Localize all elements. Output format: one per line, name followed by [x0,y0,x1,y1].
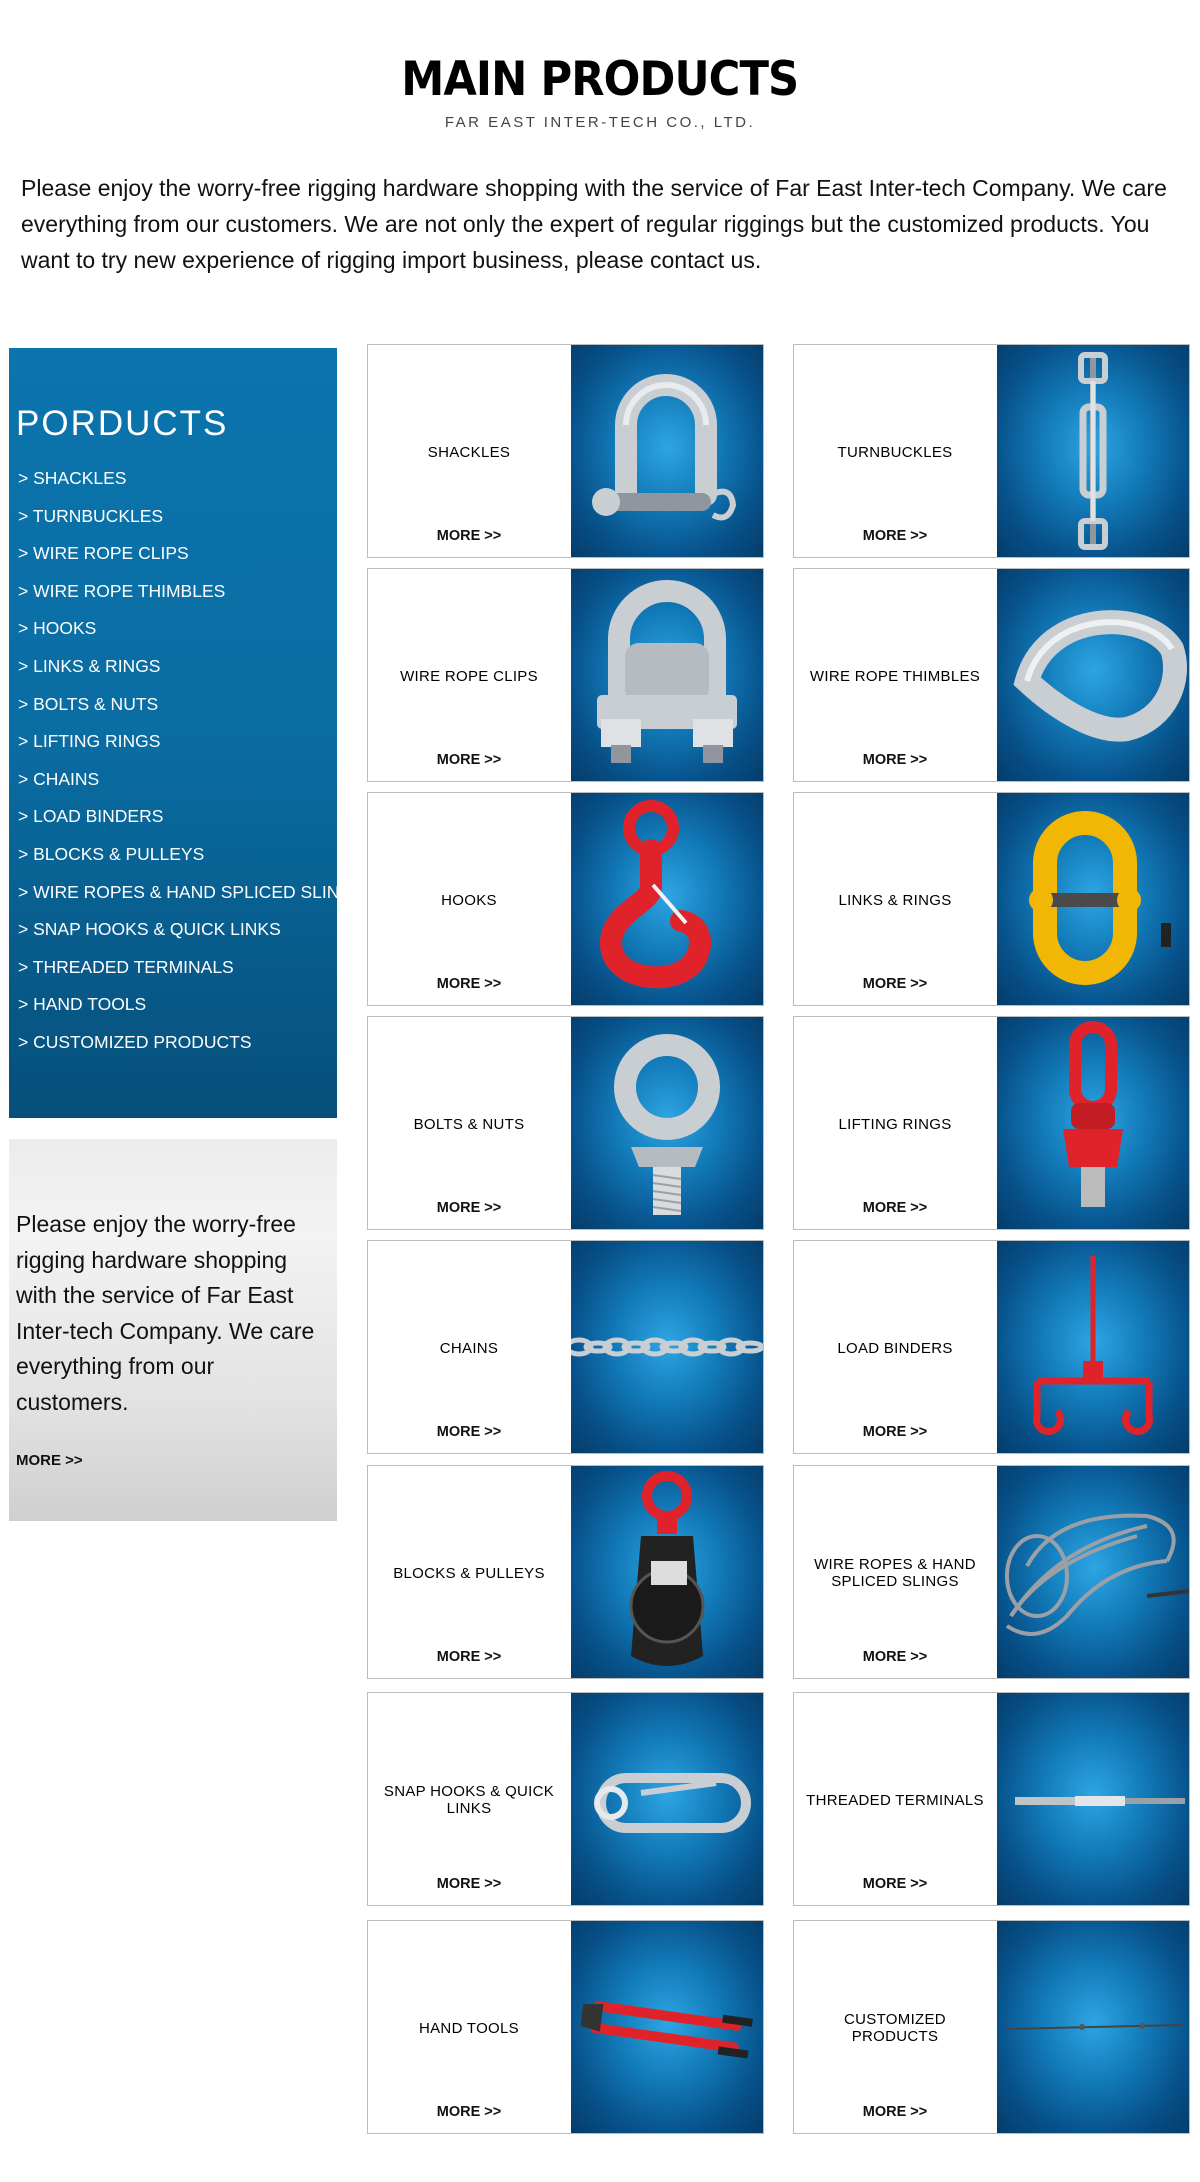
promo-more-link[interactable]: MORE >> [16,1452,83,1469]
shackle-icon [571,345,764,557]
sidebar-item-turnbuckles[interactable]: > TURNBUCKLES [18,505,164,526]
product-card-load-binders[interactable] [793,1240,1190,1454]
product-card-links-and-rings[interactable] [793,792,1190,1006]
product-card-snap-hooks-and-quick-links[interactable] [367,1692,764,1906]
sidebar-item-links-rings[interactable]: > LINKS & RINGS [18,655,161,676]
page-title: MAIN PRODUCTS [401,52,799,107]
product-name: THREADED TERMINALS [806,1791,984,1809]
sidebar-item-threaded-terminals[interactable]: > THREADED TERMINALS [18,956,234,977]
product-image[interactable] [571,1017,764,1229]
product-card-blocks-and-pulleys[interactable] [367,1465,764,1679]
product-more-link[interactable]: MORE >> [862,1876,928,1892]
sidebar-item-customized-products[interactable]: > CUSTOMIZED PRODUCTS [18,1031,252,1052]
product-more-link[interactable]: MORE >> [436,1876,502,1892]
product-more-link[interactable]: MORE >> [862,752,928,768]
sidebar-title: PORDUCTS [16,404,229,443]
product-card-hooks[interactable] [367,792,764,1006]
pulley-block-icon [571,1466,764,1678]
product-name: WIRE ROPES & HAND SPLICED SLINGS [814,1556,976,1590]
product-card-turnbuckles[interactable] [793,344,1190,558]
load-binder-icon [997,1241,1190,1453]
product-image[interactable] [571,793,764,1005]
promo-text: Please enjoy the worry-free rigging hardware shopping with the service of Far East Inter-tech Company. We care everything from our customers. [16,1211,315,1415]
product-card-threaded-terminals[interactable] [793,1692,1190,1906]
product-card-label [368,569,570,781]
product-card-shackles[interactable] [367,344,764,558]
sidebar-item-blocks-pulleys[interactable]: > BLOCKS & PULLEYS [18,843,205,864]
product-name: SHACKLES [427,443,511,461]
page-header [0,52,1200,131]
threaded-terminal-icon [997,1693,1190,1905]
product-name: BLOCKS & PULLEYS [393,1564,545,1582]
product-more-link[interactable]: MORE >> [436,976,502,992]
product-more-link[interactable]: MORE >> [862,1649,928,1665]
product-image[interactable] [997,1466,1190,1678]
sidebar-item-load-binders[interactable]: > LOAD BINDERS [18,806,164,827]
sidebar-nav [18,468,365,1070]
product-card-label [794,1921,996,2133]
product-image[interactable] [997,1017,1190,1229]
wire-rope-sling-icon [997,1466,1190,1678]
product-more-link[interactable]: MORE >> [436,1200,502,1216]
product-card-label [368,1693,570,1905]
lifting-ring-icon [997,1017,1190,1229]
sidebar-item-lifting-rings[interactable]: > LIFTING RINGS [18,731,161,752]
product-image[interactable] [997,1241,1190,1453]
product-more-link[interactable]: MORE >> [436,2104,502,2120]
product-image[interactable] [571,569,764,781]
bolt-cutter-icon [571,1921,764,2133]
product-name: BOLTS & NUTS [413,1115,525,1133]
product-card-label [368,1921,570,2133]
product-name: CHAINS [439,1339,499,1357]
hook-icon [571,793,764,1005]
product-card-hand-tools[interactable] [367,1920,764,2134]
product-more-link[interactable]: MORE >> [862,2104,928,2120]
chain-icon [571,1241,764,1453]
product-card-label [794,1466,996,1678]
product-card-label [794,345,996,557]
product-image[interactable] [571,1466,764,1678]
product-name: LINKS & RINGS [838,891,952,909]
wire-rope-clip-icon [571,569,764,781]
product-more-link[interactable]: MORE >> [436,528,502,544]
product-card-label [368,1017,570,1229]
product-card-label [368,345,570,557]
product-card-label [794,569,996,781]
company-name: FAR EAST INTER-TECH CO., LTD. [444,114,756,131]
product-name: SNAP HOOKS & QUICK LINKS [383,1783,555,1817]
product-more-link[interactable]: MORE >> [436,752,502,768]
intro-paragraph: Please enjoy the worry-free rigging hardware shopping with the service of Far East Inter-tech Company. We care everything from our customers. We are not only the expert of regular riggings but the customized products. You want to try new experience of rigging import business, please contact us. [21,175,1167,273]
sidebar-item-bolts-nuts[interactable]: > BOLTS & NUTS [18,693,159,714]
product-name: LOAD BINDERS [837,1339,953,1357]
product-more-link[interactable]: MORE >> [436,1424,502,1440]
promo-box [9,1139,337,1521]
product-card-chains[interactable] [367,1240,764,1454]
product-card-customized-products[interactable] [793,1920,1190,2134]
product-name: HAND TOOLS [419,2019,519,2037]
product-image[interactable] [997,569,1190,781]
product-card-label [368,793,570,1005]
product-name: CUSTOMIZED PRODUCTS [844,2011,946,2045]
sidebar-item-wire-rope-thimbles[interactable]: > WIRE ROPE THIMBLES [18,580,226,601]
sidebar-item-shackles[interactable]: > SHACKLES [18,468,127,488]
product-image[interactable] [997,1921,1190,2133]
product-card-label [368,1466,570,1678]
sidebar-item-hooks[interactable]: > HOOKS [18,618,97,639]
product-card-label [794,793,996,1005]
connecting-link-icon [997,793,1190,1005]
custom-cable-icon [997,1921,1190,2133]
product-card-label [794,1241,996,1453]
thimble-icon [997,569,1190,781]
product-image[interactable] [571,1693,764,1905]
sidebar-item-wire-ropes-slings[interactable]: > WIRE ROPES & HAND SPLICED SLINGS [18,881,365,902]
product-card-lifting-rings[interactable] [793,1016,1190,1230]
product-card-label [368,1241,570,1453]
product-card-label [794,1693,996,1905]
product-name: TURNBUCKLES [837,443,953,461]
sidebar-item-hand-tools[interactable]: > HAND TOOLS [18,994,147,1015]
product-card-wire-rope-clips[interactable] [367,568,764,782]
product-card-label [794,1017,996,1229]
product-name: HOOKS [441,891,497,909]
product-image[interactable] [997,1693,1190,1905]
sidebar-item-chains[interactable]: > CHAINS [18,768,100,789]
product-name: WIRE ROPE CLIPS [400,667,538,685]
product-image[interactable] [571,1921,764,2133]
product-card-wire-ropes-and-hand-spliced-slings[interactable] [793,1465,1190,1679]
product-card-bolts-and-nuts[interactable] [367,1016,764,1230]
turnbuckle-icon [997,345,1190,557]
sidebar-item-wire-rope-clips[interactable]: > WIRE ROPE CLIPS [18,543,189,564]
product-more-link[interactable]: MORE >> [862,528,928,544]
product-more-link[interactable]: MORE >> [862,1200,928,1216]
product-name: LIFTING RINGS [838,1115,952,1133]
product-more-link[interactable]: MORE >> [862,976,928,992]
product-more-link[interactable]: MORE >> [436,1649,502,1665]
product-card-wire-rope-thimbles[interactable] [793,568,1190,782]
product-image[interactable] [997,793,1190,1005]
product-name: WIRE ROPE THIMBLES [809,667,981,685]
product-image[interactable] [997,345,1190,557]
eye-bolt-icon [571,1017,764,1229]
products-sidebar [9,348,365,1118]
snap-hook-icon [571,1693,764,1905]
product-more-link[interactable]: MORE >> [862,1424,928,1440]
product-image[interactable] [571,1241,764,1453]
sidebar-item-snap-hooks[interactable]: > SNAP HOOKS & QUICK LINKS [18,919,281,940]
product-image[interactable] [571,345,764,557]
